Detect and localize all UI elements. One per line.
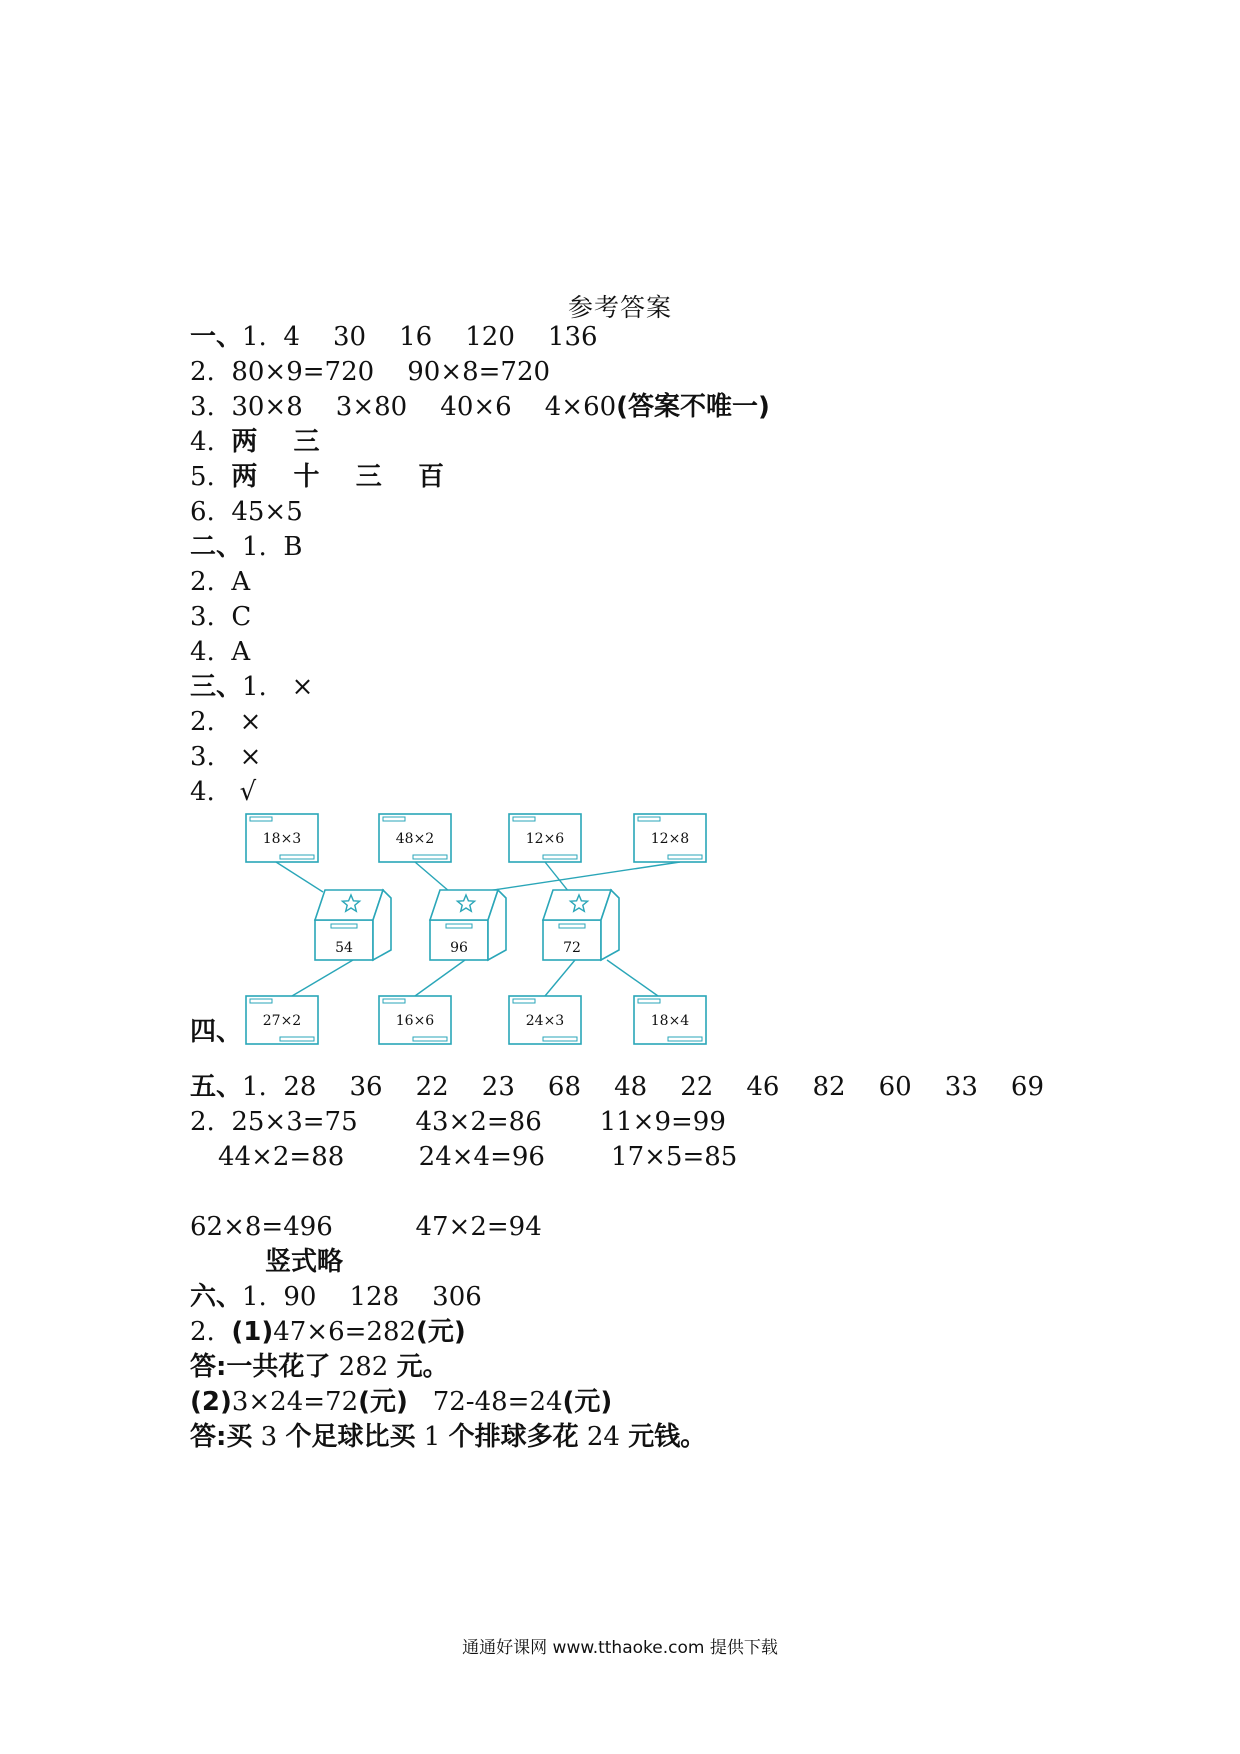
sec6-answer-sentence-2: [190, 1420, 706, 1454]
sec1-answer-1: 1. 4 30 16 120 136: [242, 322, 598, 352]
sec5-answer-2-row2: 44×2=88 24×4=96 17×5=85: [218, 1142, 738, 1172]
bottom-card-3: [634, 996, 706, 1044]
bottom-card-0: [246, 996, 318, 1044]
connector-line-4: [292, 960, 353, 996]
connector-line-0: [276, 862, 323, 892]
sec3-answer-2: 2. ×: [190, 707, 262, 737]
house-1: [430, 890, 506, 960]
sec6-part2-unit2: (元): [562, 1387, 613, 1417]
sec6-answer-1: 1. 90 128 306: [242, 1282, 482, 1312]
sec5-answer-2: 2. 25×3=75 43×2=86 11×9=99: [190, 1107, 726, 1137]
sec1-answer-4-num: 4.: [190, 427, 232, 457]
sec6-ans1-b: 282: [330, 1352, 397, 1382]
sec6-ans2-e: 个排球多花: [448, 1422, 579, 1452]
sec3-answer-3: 3. ×: [190, 742, 262, 772]
bottom-card-2: [509, 996, 581, 1044]
card-expression: 18×3: [262, 831, 302, 847]
sec3-answer-4: 4. √: [190, 777, 257, 807]
sec5-answer-1: 1. 28 36 22 23 68 48 22 46 82 60 33 69: [242, 1072, 1045, 1102]
sec6-line2: [190, 1315, 466, 1349]
sec1-answer-2: 2. 80×9=720 90×8=720: [190, 357, 551, 387]
sec6-line1: [190, 1280, 482, 1314]
sec6-part1-label: (1): [231, 1317, 274, 1347]
page-title: 参考答案: [567, 293, 672, 322]
sec6-part2-label: (2): [190, 1387, 232, 1417]
sec1-answer-6: 6. 45×5: [190, 497, 303, 527]
connector-line-7: [607, 960, 658, 996]
sec6-part2-eq1: 3×24=72: [231, 1387, 359, 1417]
sec6-ans2-d: 1: [415, 1422, 449, 1452]
house-number: 72: [563, 940, 581, 956]
sec6-ans1-a: 答:一共花了: [190, 1352, 331, 1382]
sec5-line1: [190, 1070, 1044, 1104]
top-card-0: [246, 814, 318, 862]
sec2-answer-4: 4. A: [190, 637, 251, 667]
connector-line-3: [480, 862, 680, 892]
sec4-label-text: 四、: [190, 1017, 243, 1047]
sec3-line1: [190, 670, 313, 704]
sec2-answer-1: 1. B: [242, 532, 303, 562]
sec6-ans2-f: 24: [578, 1422, 629, 1452]
sec5-label: 五、: [190, 1072, 243, 1102]
top-card-1: [379, 814, 451, 862]
card-expression: 18×4: [650, 1013, 690, 1029]
house-0: [315, 890, 391, 960]
sec1-line4: [190, 425, 320, 459]
house-roof: [315, 890, 383, 920]
sec6-answer-2-num: 2.: [190, 1317, 232, 1347]
top-card-3: [634, 814, 706, 862]
card-expression: 24×3: [525, 1013, 565, 1029]
sec1-answer-5-num: 5.: [190, 462, 232, 492]
sec3-label: 三、: [190, 672, 243, 702]
card-expression: 12×6: [525, 831, 565, 847]
sec6-part1-equation: 47×6=282: [273, 1317, 417, 1347]
sec1-answer-3: 3. 30×8 3×80 40×6 4×60: [190, 392, 617, 422]
sec6-line3: [190, 1385, 612, 1419]
house-number: 54: [335, 940, 353, 956]
sec5-note: 竖式略: [265, 1247, 344, 1277]
sec6-label: 六、: [190, 1282, 243, 1312]
sec6-ans2-b: 3: [252, 1422, 286, 1452]
bottom-cards: [246, 996, 706, 1044]
card-expression: 48×2: [395, 831, 435, 847]
bottom-card-1: [379, 996, 451, 1044]
matching-diagram: [230, 810, 730, 1060]
sec3-answer-1: 1. ×: [242, 672, 314, 702]
sec1-line5: [190, 460, 444, 494]
sec6-ans1-c: 元。: [396, 1352, 449, 1382]
sec6-answer-sentence-1: [190, 1350, 449, 1384]
connector-line-5: [415, 960, 465, 996]
sec1-line1: [190, 320, 598, 354]
sec6-part1-unit: (元): [416, 1317, 466, 1347]
sec1-label: 一、: [190, 322, 243, 352]
sec6-part2-unit1: (元): [358, 1387, 408, 1417]
connector-line-1: [415, 862, 450, 892]
sec5-answer-2-row3: 62×8=496 47×2=94: [190, 1212, 542, 1242]
sec4-label: [190, 1015, 242, 1049]
top-card-2: [509, 814, 581, 862]
top-cards: [246, 814, 706, 862]
sec6-ans2-c: 个足球比买: [285, 1422, 416, 1452]
sec1-answer-4: 两 三: [231, 427, 320, 457]
sec1-answer-5: 两 十 三 百: [231, 462, 444, 492]
houses: [315, 890, 619, 960]
house-2: [543, 890, 619, 960]
house-number: 96: [450, 940, 468, 956]
house-roof: [430, 890, 498, 920]
footer-credit: 通通好课网 www.tthaoke.com 提供下载: [462, 1638, 778, 1658]
sec1-answer-3-note: (答案不唯一): [616, 392, 770, 422]
sec2-answer-3: 3. C: [190, 602, 252, 632]
card-expression: 16×6: [395, 1013, 435, 1029]
sec6-part2-eq2: 72-48=24: [407, 1387, 563, 1417]
house-roof: [543, 890, 611, 920]
sec6-ans2-a: 答:买: [190, 1422, 253, 1452]
sec2-answer-2: 2. A: [190, 567, 251, 597]
connector-line-2: [545, 862, 569, 892]
card-expression: 12×8: [650, 831, 690, 847]
connector-line-6: [545, 960, 575, 996]
sec6-ans2-g: 元钱。: [628, 1422, 707, 1452]
sec2-line1: [190, 530, 302, 564]
card-expression: 27×2: [262, 1013, 302, 1029]
sec1-line3: [190, 390, 770, 424]
sec2-label: 二、: [190, 532, 243, 562]
